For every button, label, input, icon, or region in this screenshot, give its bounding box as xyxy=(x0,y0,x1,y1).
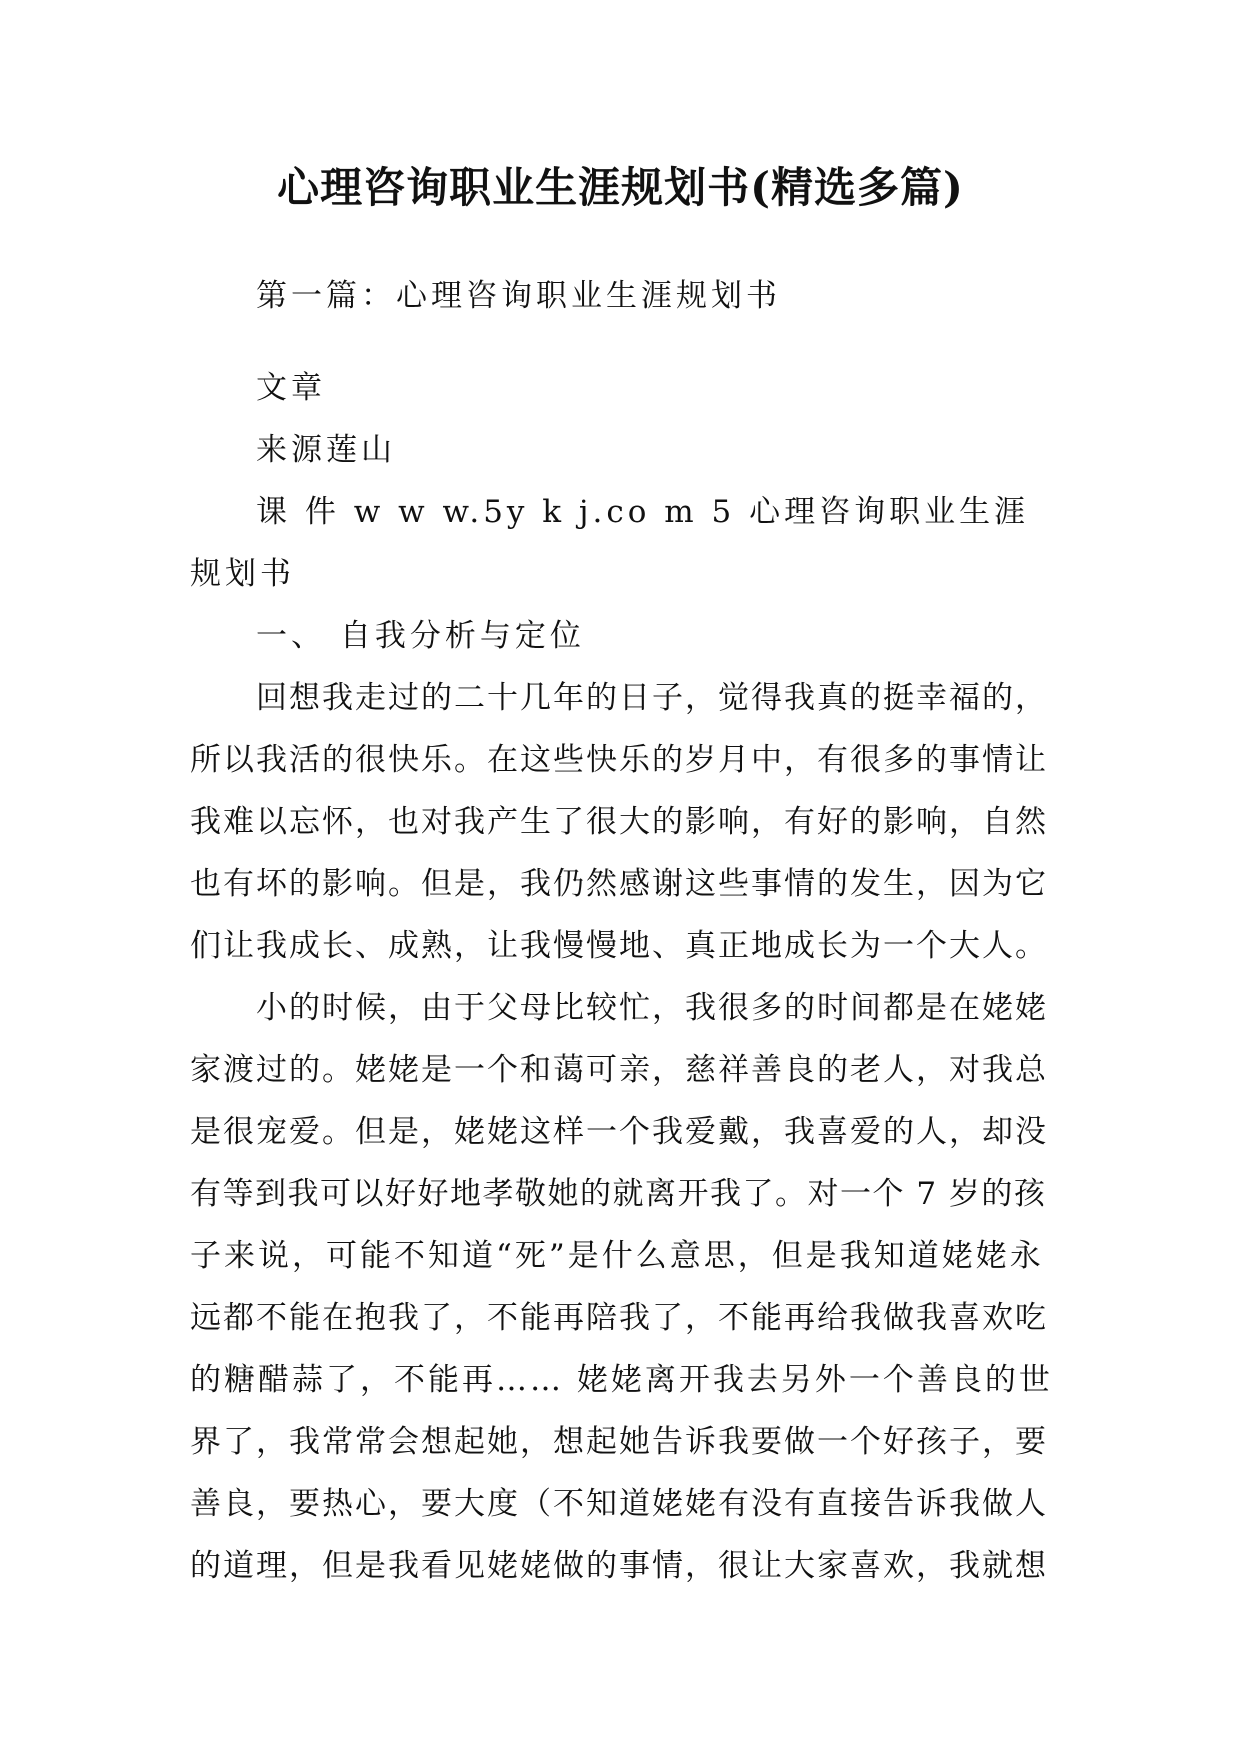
document-body xyxy=(190,357,1055,1597)
body-line: 是很宠爱。但是，姥姥这样一个我爱戴，我喜爱的人，却没 xyxy=(190,1114,1048,1150)
body-line: 课 件 w w w.5y k j.co m 5 心理咨询职业生涯 xyxy=(256,494,1030,530)
body-line: 回想我走过的二十几年的日子，觉得我真的挺幸福的， xyxy=(256,680,1048,716)
body-line: 所以我活的很快乐。在这些快乐的岁月中，有很多的事情让 xyxy=(190,742,1048,778)
body-line: 家渡过的。姥姥是一个和蔼可亲，慈祥善良的老人，对我总 xyxy=(190,1052,1048,1088)
body-line: 有等到我可以好好地孝敬她的就离开我了。对一个 7 岁的孩 xyxy=(190,1176,1047,1212)
body-line: 子来说，可能不知道“死”是什么意思，但是我知道姥姥永 xyxy=(190,1238,1044,1274)
body-line: 的道理，但是我看见姥姥做的事情，很让大家喜欢，我就想 xyxy=(190,1548,1048,1584)
body-line: 小的时候，由于父母比较忙，我很多的时间都是在姥姥 xyxy=(256,990,1048,1026)
body-line: 规划书 xyxy=(190,556,295,592)
section-heading: 第一篇：心理咨询职业生涯规划书 xyxy=(256,278,781,314)
document-title: 心理咨询职业生涯规划书(精选多篇) xyxy=(277,163,964,212)
body-line: 远都不能在抱我了，不能再陪我了，不能再给我做我喜欢吃 xyxy=(190,1300,1048,1336)
body-line: 一、 自我分析与定位 xyxy=(256,618,585,654)
body-line: 的糖醋蒜了，不能再…… 姥姥离开我去另外一个善良的世 xyxy=(190,1362,1053,1398)
body-line: 来源莲山 xyxy=(256,432,396,468)
section-heading-block xyxy=(190,265,1055,327)
body-line: 界了，我常常会想起她，想起她告诉我要做一个好孩子，要 xyxy=(190,1424,1048,1460)
body-line: 们让我成长、成熟，让我慢慢地、真正地成长为一个大人。 xyxy=(190,928,1048,964)
body-line: 我难以忘怀，也对我产生了很大的影响，有好的影响，自然 xyxy=(190,804,1048,840)
body-line: 也有坏的影响。但是，我仍然感谢这些事情的发生，因为它 xyxy=(190,866,1048,902)
body-line: 文章 xyxy=(256,370,326,406)
body-line: 善良，要热心，要大度（不知道姥姥有没有直接告诉我做人 xyxy=(190,1486,1048,1522)
